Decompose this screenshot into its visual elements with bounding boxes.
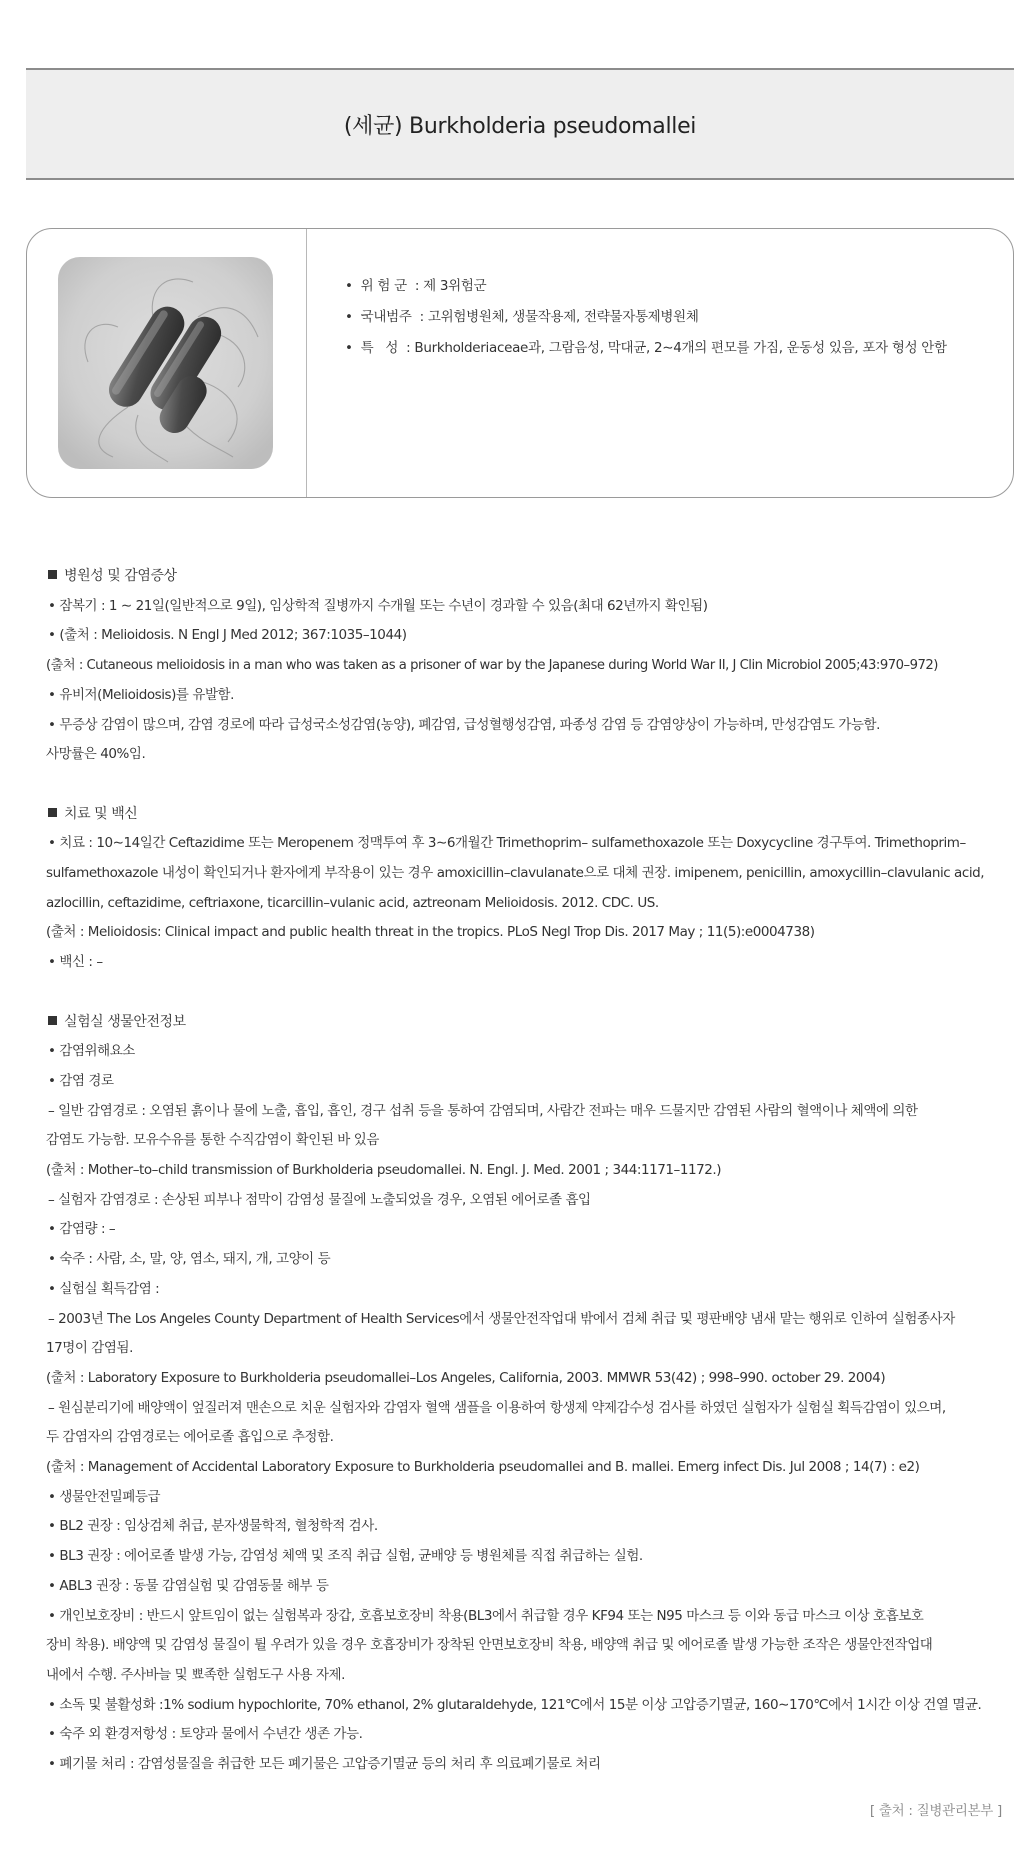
- text-line: (출처 : Management of Accidental Laboratory Exposure to Burkholderia pseudomallei and B. mallei. Emerg infect Dis. Jul 2008 ; 14(7) : e2): [46, 1459, 920, 1476]
- text-line: (출처 : Cutaneous melioidosis in a man who was taken as a prisoner of war by the Japanese during World War II, J Clin Microbiol 2005;43:970–972): [46, 658, 938, 674]
- text-line: • 폐기물 처리 : 감염성물질을 취급한 모든 폐기물은 고압증기멸균 등의 처리 후 의료폐기물로 처리: [48, 1756, 601, 1773]
- text-line: • (출처 : Melioidosis. N Engl J Med 2012; 367:1035–1044): [48, 627, 407, 644]
- text-line: • 유비저(Melioidosis)를 유발함.: [48, 686, 234, 703]
- text-line: • 무증상 감염이 많으며, 감염 경로에 따라 급성국소성감염(농양), 폐감염, 급성혈행성감염, 파종성 감염 등 감염양상이 가능하며, 만성감염도 가능함.: [48, 716, 880, 733]
- text-line: • 감염위해요소: [48, 1043, 135, 1060]
- characteristics-value: Burkholderiaceae과, 그람음성, 막대균, 2∼4개의 편모를 가짐, 운동성 있음, 포자 형성 안함: [414, 340, 947, 356]
- domestic-category-value: 고위험병원체, 생물작용제, 전략물자통제병원체: [427, 309, 699, 325]
- summary-card: [26, 228, 1014, 498]
- text-line: – 실험자 감염경로 : 손상된 피부나 점막이 감염성 물질에 노출되었을 경우, 오염된 에어로졸 흡입: [48, 1191, 591, 1208]
- text-line: (출처 : Laboratory Exposure to Burkholderia pseudomallei–Los Angeles, California, 2003. MMWR 53(42) ; 998–990. october 29. 2004): [46, 1369, 886, 1386]
- domestic-category-item: • 국내범주 : 고위험병원체, 생물작용제, 전략물자통제병원체: [345, 302, 947, 333]
- text-line: 내에서 수행. 주사바늘 및 뾰족한 실험도구 사용 자제.: [46, 1666, 345, 1683]
- text-line: • ABL3 권장 : 동물 감염실험 및 감염동물 해부 등: [48, 1577, 329, 1594]
- text-line: • 실험실 획득감염 :: [48, 1280, 160, 1297]
- text-line: • 감염 경로: [48, 1072, 114, 1089]
- characteristics-item: • 특 성 : Burkholderiaceae과, 그람음성, 막대균, 2∼4개의 편모를 가짐, 운동성 있음, 포자 형성 안함: [345, 333, 947, 364]
- text-line: (출처 : Melioidosis: Clinical impact and public health threat in the tropics. PLoS Negl Trop Dis. 2017 May ; 11(5):e0004738): [46, 924, 815, 941]
- text-line: azlocillin, ceftazidime, ceftriaxone, ticarcillin–vulanic acid, aztreonam Melioidosis. 2012. CDC. US.: [46, 894, 659, 911]
- text-line: • 개인보호장비 : 반드시 앞트임이 없는 실험복과 장갑, 호흡보호장비 착용(BL3에서 취급할 경우 KF94 또는 N95 마스크 등 이와 동급 마스크 이상 호흡보호: [48, 1607, 924, 1624]
- text-line: • 숙주 외 환경저항성 : 토양과 물에서 수년간 생존 가능.: [48, 1726, 363, 1743]
- text-line: • BL3 권장 : 에어로졸 발생 가능, 감염성 체액 및 조직 취급 실험, 균배양 등 병원체를 직접 취급하는 실험.: [48, 1548, 643, 1565]
- text-line: – 원심분리기에 배양액이 엎질러져 맨손으로 치운 실험자와 감염자 혈액 샘플을 이용하여 항생제 약제감수성 검사를 하였던 실험자가 실험실 획득감염이 있으며,: [48, 1399, 946, 1416]
- text-line: sulfamethoxazole 내성이 확인되거나 환자에게 부작용이 있는 경우 amoxicillin–clavulanate으로 대체 권장. imipenem, penicillin, amoxycillin–clavulanic acid,: [46, 865, 985, 882]
- title-bar: [26, 68, 1014, 180]
- risk-group-label: 위 험 군: [360, 278, 407, 294]
- text-line: 17명이 감염됨.: [46, 1340, 133, 1357]
- page-title: (세균) Burkholderia pseudomallei: [343, 113, 697, 139]
- text-line: • 잠복기 : 1 ∼ 21일(일반적으로 9일), 임상학적 질병까지 수개월 또는 수년이 경과할 수 있음(최대 62년까지 확인됨): [48, 597, 708, 614]
- text-line: • BL2 권장 : 임상검체 취급, 분자생물학적, 혈청학적 검사.: [48, 1518, 378, 1535]
- text-line: • 치료 : 10∼14일간 Ceftazidime 또는 Meropenem 정맥투여 후 3∼6개월간 Trimethoprim– sulfamethoxazole 또는 Doxycycline 경구투여. Trimethoprim–: [48, 835, 966, 852]
- section-heading-pathogenicity: 병원성 및 감염증상: [48, 562, 1008, 592]
- text-line: 감염도 가능함. 모유수유를 통한 수직감염이 확인된 바 있음: [46, 1132, 379, 1149]
- risk-group-value: 제 3위험군: [423, 278, 487, 294]
- text-line: • 소독 및 불활성화 :1% sodium hypochlorite, 70% ethanol, 2% glutaraldehyde, 121℃에서 15분 이상 고압증기멸균, 160∼170℃에서 1시간 이상 건열 멸균.: [48, 1696, 982, 1713]
- text-line: – 2003년 The Los Angeles County Department of Health Services에서 생물안전작업대 밖에서 검체 취급 및 평판배양 냄새 맡는 행위로 인하여 실험종사자: [48, 1310, 955, 1327]
- text-line: • 생물안전밀폐등급: [48, 1488, 161, 1505]
- text-line: 장비 착용). 배양액 및 감염성 물질이 튈 우려가 있을 경우 호흡장비가 장착된 안면보호장비 착용, 배양액 취급 및 에어로졸 발생 가능한 조작은 생물안전작업대: [46, 1637, 933, 1654]
- card-divider: [306, 229, 307, 497]
- text-line: (출처 : Mother–to–child transmission of Burkholderia pseudomallei. N. Engl. J. Med. 2001 ; 344:1171–1172.): [46, 1162, 722, 1179]
- square-bullet-icon: [48, 570, 57, 579]
- text-line: • 숙주 : 사람, 소, 말, 양, 염소, 돼지, 개, 고양이 등: [48, 1251, 331, 1268]
- bacteria-micrograph-icon: [58, 257, 273, 469]
- text-line: • 감염량 : –: [48, 1221, 116, 1238]
- summary-list: [345, 271, 947, 364]
- section-heading-biosafety: 실험실 생물안전정보: [48, 1008, 1008, 1038]
- section-heading-treatment: 치료 및 백신: [48, 800, 1008, 830]
- square-bullet-icon: [48, 808, 57, 817]
- square-bullet-icon: [48, 1016, 57, 1025]
- risk-group-item: • 위 험 군 : 제 3위험군: [345, 271, 947, 302]
- text-line: 두 감염자의 감염경로는 에어로졸 흡입으로 추정함.: [46, 1429, 334, 1446]
- text-line: • 백신 : –: [48, 954, 103, 971]
- domestic-category-label: 국내범주: [360, 309, 412, 325]
- source-citation: [ 출처 : 질병관리본부 ]: [869, 1803, 1002, 1819]
- text-line: 사망률은 40%임.: [46, 746, 146, 763]
- characteristics-label: 특 성: [360, 340, 399, 356]
- text-line: – 일반 감염경로 : 오염된 흙이나 물에 노출, 흡입, 흡인, 경구 섭취 등을 통하여 감염되며, 사람간 전파는 매우 드물지만 감염된 사람의 혈액이나 체액에 의한: [48, 1102, 918, 1119]
- main-content: [48, 562, 1008, 1780]
